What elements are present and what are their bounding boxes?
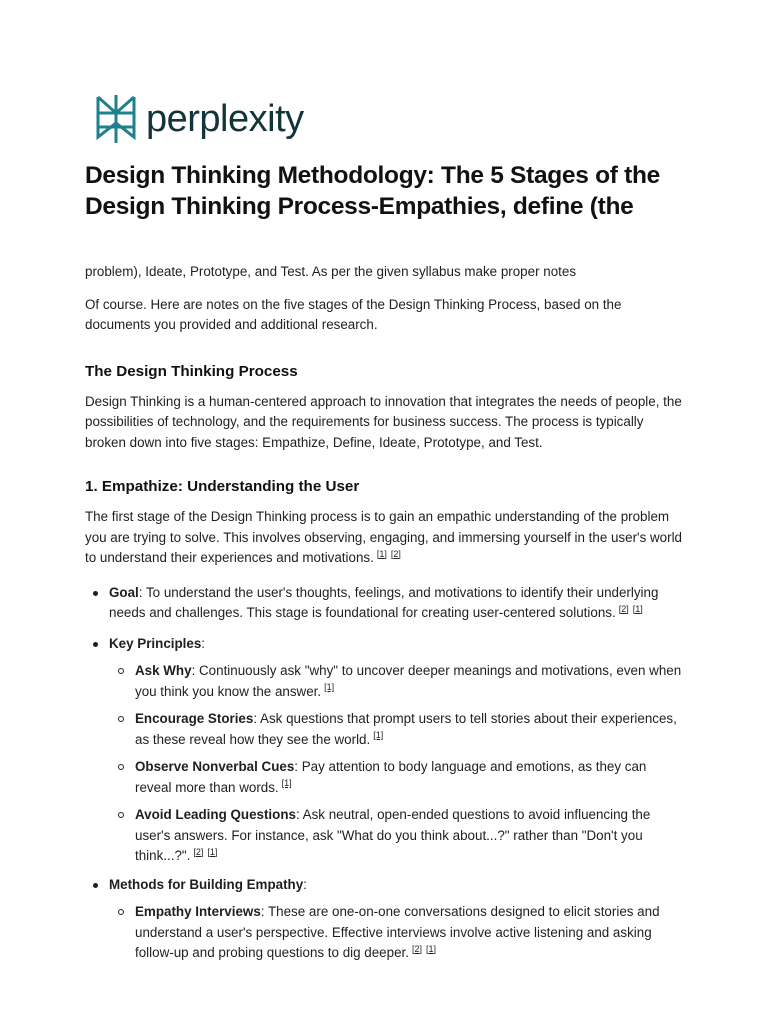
- list-item-avoid-leading-questions: [109, 805, 685, 867]
- principle-text: : Ask neutral, open-ended questions to avoid influencing the user's answers. For instance, ask "What do you think about...?" rather than "Don't you think...?".: [135, 807, 651, 863]
- list-item-goal: [85, 583, 685, 624]
- key-principles-label: Key Principles: [109, 635, 202, 651]
- list-item-observe-nonverbal-cues: [109, 757, 685, 798]
- document-body: [85, 262, 685, 964]
- principle-label: Ask Why: [135, 663, 192, 678]
- key-principles-colon: :: [201, 635, 206, 651]
- list-item-methods: [85, 875, 685, 964]
- section-heading-empathize: 1. Empathize: Understanding the User: [85, 478, 360, 495]
- citation-link[interactable]: [1]: [632, 603, 643, 614]
- method-text: : These are one-on-one conversations designed to elicit stories and understand a user's perspective. Effective interviews involve active listening and asking follow-up and probing questions to dig deeper.: [135, 904, 660, 960]
- citation-link[interactable]: [1]: [281, 778, 292, 789]
- empathize-bullet-list: [85, 583, 685, 964]
- list-item-empathy-interviews: [109, 902, 685, 964]
- goal-text: : To understand the user's thoughts, feelings, and motivations to identify their underlying needs and challenges. This stage is foundational for creating user-centered solutions.: [109, 584, 659, 620]
- query-continuation: problem), Ideate, Prototype, and Test. As per the given syllabus make proper notes: [85, 264, 577, 279]
- citation-link[interactable]: [2]: [618, 603, 629, 614]
- principle-text: : Continuously ask "why" to uncover deeper meanings and motivations, even when you think you know the answer.: [135, 663, 682, 699]
- principle-label: Encourage Stories: [135, 711, 254, 726]
- principle-text: : Ask questions that prompt users to tell stories about their experiences, as these reveal how they see the world.: [135, 711, 677, 747]
- list-item-encourage-stories: [109, 709, 685, 750]
- principle-text: : Pay attention to body language and emotions, as they can reveal more than words.: [135, 759, 647, 795]
- principle-label: Avoid Leading Questions: [135, 807, 296, 822]
- citation-link[interactable]: [2]: [193, 846, 204, 857]
- methods-colon: :: [303, 876, 307, 892]
- list-item-key-principles: [85, 634, 685, 867]
- method-label: Empathy Interviews: [135, 904, 261, 919]
- methods-list: [109, 902, 685, 964]
- process-paragraph: Design Thinking is a human-centered approach to innovation that integrates the needs of people, the possibilities of technology, and the requirements for business success. The process is typically broken down into five stages: Empathize, Define, Ideate, Prototype, and Test.: [85, 393, 682, 450]
- citation-link[interactable]: [1]: [425, 943, 436, 954]
- page-title: Design Thinking Methodology: The 5 Stages of the Design Thinking Process-Empathies, define (the: [85, 162, 660, 220]
- perplexity-logo: [94, 94, 304, 144]
- perplexity-wordmark: perplexity: [146, 98, 304, 140]
- answer-intro: Of course. Here are notes on the five stages of the Design Thinking Process, based on the documents you provided and additional research.: [85, 296, 622, 332]
- perplexity-logo-icon: [94, 93, 138, 145]
- section-heading-process: The Design Thinking Process: [85, 362, 298, 380]
- citation-link[interactable]: [1]: [376, 548, 387, 559]
- citation-link[interactable]: [2]: [411, 943, 422, 954]
- empathize-paragraph: [85, 507, 685, 569]
- methods-label: Methods for Building Empathy: [109, 876, 304, 892]
- citation-link[interactable]: [1]: [324, 682, 335, 693]
- goal-label: Goal: [109, 584, 139, 600]
- key-principles-list: [109, 661, 685, 867]
- citation-link[interactable]: [1]: [373, 730, 384, 741]
- list-item-ask-why: [109, 661, 685, 702]
- principle-label: Observe Nonverbal Cues: [135, 759, 295, 774]
- empathize-paragraph-text: The first stage of the Design Thinking process is to gain an empathic understanding of the problem you are trying to solve. This involves observing, engaging, and immersing yourself in the user's world to understand their experiences and motivations.: [85, 509, 683, 565]
- citation-link[interactable]: [1]: [207, 846, 218, 857]
- citation-link[interactable]: [2]: [390, 548, 401, 559]
